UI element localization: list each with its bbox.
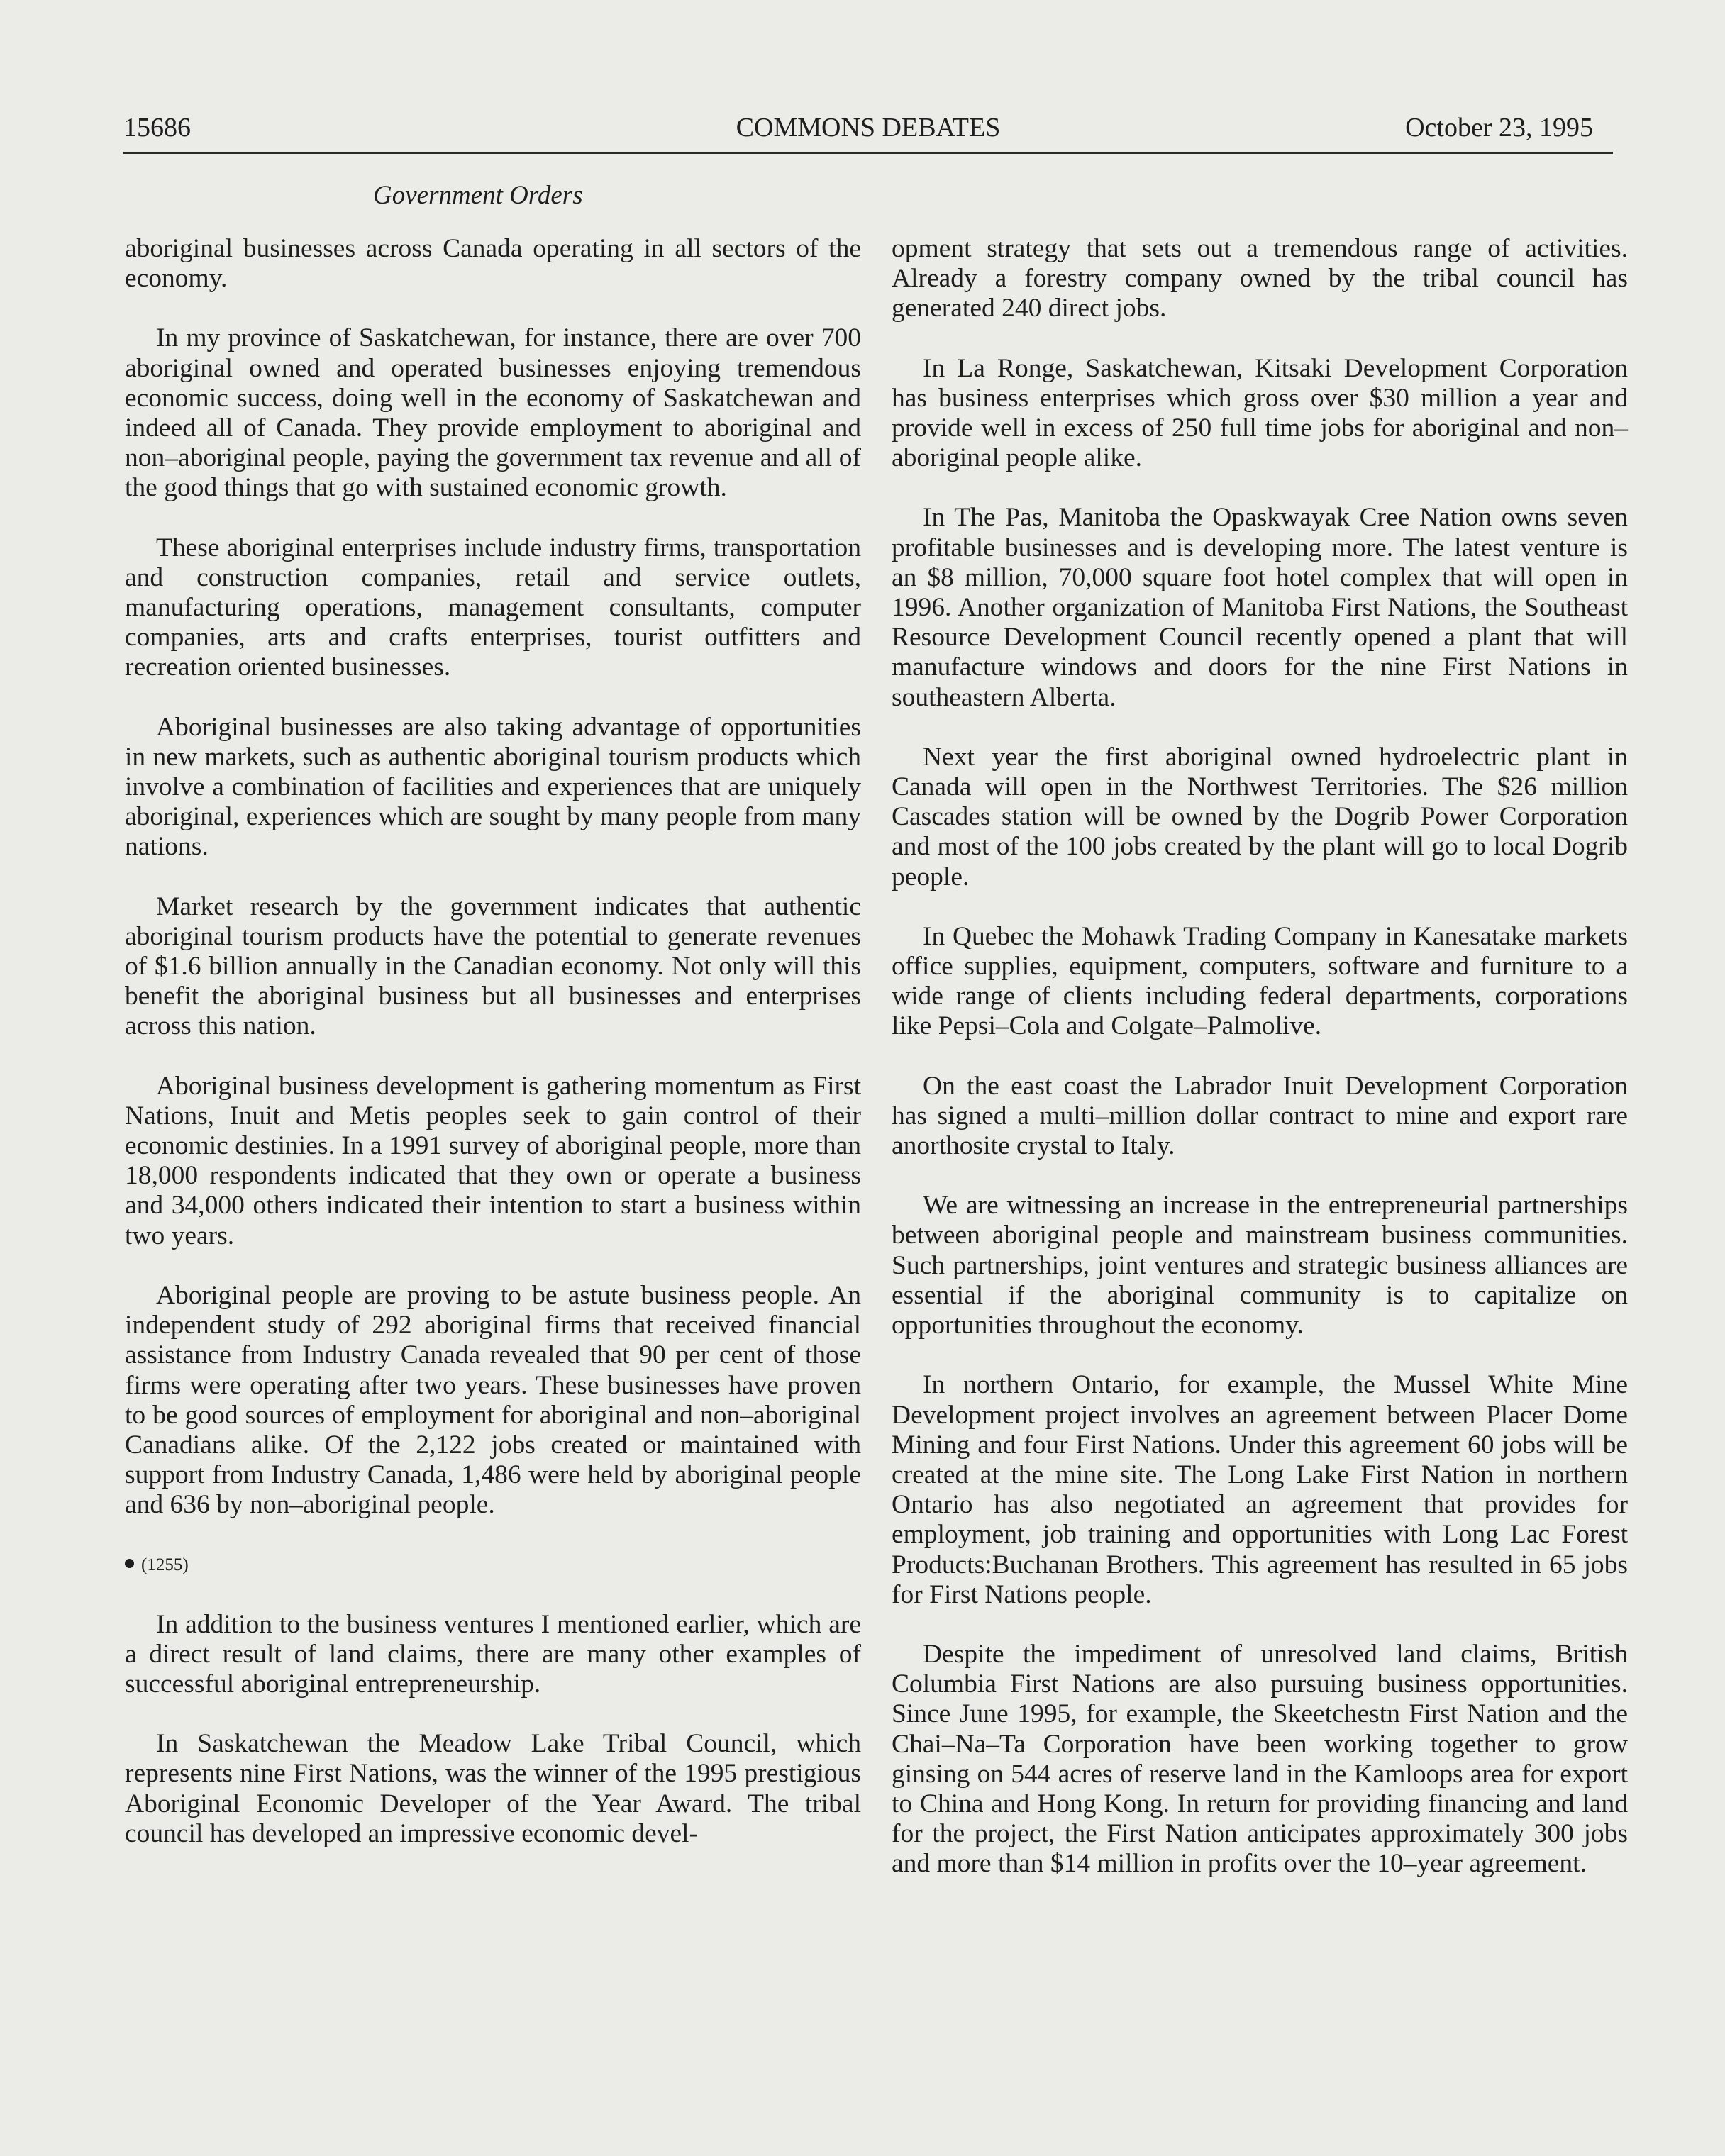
paragraph: These aboriginal enterprises include industry firms, transportation and construction companies, retail and service outlets, manufacturing operations, management consultants, computer companies, arts and crafts enterprises, tourist outfitters and recreation oriented businesses. xyxy=(125,533,861,682)
paragraph: On the east coast the Labrador Inuit Development Corporation has signed a multi–million dollar contract to mine and export rare anorthosite crystal to Italy. xyxy=(892,1071,1628,1161)
paragraph: In La Ronge, Saskatchewan, Kitsaki Development Corporation has business enterprises which gross over $30 million a year and provide well in excess of 250 full time jobs for aboriginal and non–aboriginal people alike. xyxy=(892,353,1628,473)
section-label: Government Orders xyxy=(373,181,583,210)
left-column xyxy=(125,234,861,1879)
paragraph: aboriginal businesses across Canada operating in all sectors of the economy. xyxy=(125,234,861,294)
timestamp-text: (1255) xyxy=(141,1555,189,1574)
paragraph: We are witnessing an increase in the entrepreneurial partnerships between aboriginal people and mainstream business communities. Such partnerships, joint ventures and strategic business alliances are essential if the aboriginal community is to capitalize on opportunities throughout the economy. xyxy=(892,1191,1628,1340)
paragraph: In my province of Saskatchewan, for instance, there are over 700 aboriginal owned and operated businesses enjoying tremendous economic success, doing well in the economy of Saskatchewan and indeed all of Canada. They provide employment to aboriginal and non–aboriginal people, paying the government tax revenue and all of the good things that go with sustained economic growth. xyxy=(125,323,861,503)
bullet-icon xyxy=(125,1559,134,1568)
paragraph: Next year the first aboriginal owned hydroelectric plant in Canada will open in the Northwest Territories. The $26 million Cascades station will be owned by the Dogrib Power Corporation and most of the 100 jobs created by the plant will go to local Dogrib people. xyxy=(892,742,1628,891)
paragraph: In northern Ontario, for example, the Mussel White Mine Development project involves an agreement between Placer Dome Mining and four First Nations. Under this agreement 60 jobs will be created at the mine site. The Long Lake First Nation in northern Ontario has also negotiated an agreement that provides for employment, job training and opportunities with Long Lac Forest Products:Buchanan Brothers. This agreement has resulted in 65 jobs for First Nations people. xyxy=(892,1370,1628,1609)
paragraph: Aboriginal business development is gathering momentum as First Nations, Inuit and Metis peoples seek to gain control of their economic destinies. In a 1991 survey of aboriginal people, more than 18,000 respondents indicated that they own or operate a business and 34,000 others indicated their intention to start a business within two years. xyxy=(125,1071,861,1250)
paragraph: Aboriginal businesses are also taking advantage of opportunities in new markets, such as authentic aboriginal tourism products which involve a combination of facilities and experiences that are uniquely aboriginal, experiences which are sought by many people from many nations. xyxy=(125,712,861,862)
paragraph: Despite the impediment of unresolved land claims, British Columbia First Nations are also pursuing business opportunities. Since June 1995, for example, the Skeetchestn First Nation and the Chai–Na–Ta Corporation have been working together to grow ginsing on 544 acres of reserve land in the Kamloops area for export to China and Hong Kong. In return for providing financing and land for the project, the First Nation anticipates approximately 300 jobs and more than $14 million in profits over the 10–year agreement. xyxy=(892,1639,1628,1879)
paragraph: Market research by the government indicates that authentic aboriginal tourism products have the potential to generate revenues of $1.6 billion annually in the Canadian economy. Not only will this benefit the aboriginal business but all businesses and enterprises across this nation. xyxy=(125,891,861,1041)
paragraph: In The Pas, Manitoba the Opaskwayak Cree Nation owns seven profitable businesses and is developing more. The latest venture is an $8 million, 70,000 square foot hotel complex that will open in 1996. Another organization of Manitoba First Nations, the Southeast Resource Development Council recently opened a plant that will manufacture windows and doors for the nine First Nations in southeastern Alberta. xyxy=(892,503,1628,712)
page-header xyxy=(123,106,1613,154)
page-number: 15686 xyxy=(123,113,191,143)
right-column xyxy=(892,234,1628,1909)
page-date: October 23, 1995 xyxy=(1405,113,1593,143)
paragraph: opment strategy that sets out a tremendous range of activities. Already a forestry company owned by the tribal council has generated 240 direct jobs. xyxy=(892,234,1628,323)
timestamp-marker xyxy=(125,1550,861,1580)
publication-title: COMMONS DEBATES xyxy=(736,113,1001,143)
paragraph: In Quebec the Mohawk Trading Company in Kanesatake markets office supplies, equipment, computers, software and furniture to a wide range of clients including federal departments, corporations like Pepsi–Cola and Colgate–Palmolive. xyxy=(892,921,1628,1041)
paragraph: Aboriginal people are proving to be astute business people. An independent study of 292 aboriginal firms that received financial assistance from Industry Canada revealed that 90 per cent of those firms were operating after two years. These businesses have proven to be good sources of employment for aboriginal and non–aboriginal Canadians alike. Of the 2,122 jobs created or maintained with support from Industry Canada, 1,486 were held by aboriginal people and 636 by non–aboriginal people. xyxy=(125,1280,861,1520)
paragraph: In Saskatchewan the Meadow Lake Tribal Council, which represents nine First Nations, was the winner of the 1995 prestigious Aboriginal Economic Developer of the Year Award. The tribal council has developed an impressive economic devel- xyxy=(125,1729,861,1848)
paragraph: In addition to the business ventures I mentioned earlier, which are a direct result of land claims, there are many other examples of successful aboriginal entrepreneurship. xyxy=(125,1609,861,1699)
